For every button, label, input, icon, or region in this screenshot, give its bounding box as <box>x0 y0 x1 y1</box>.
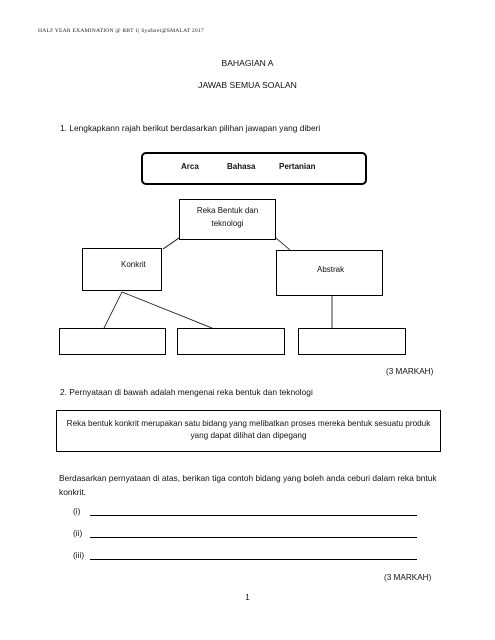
node-konkrit-label: Konkrit <box>121 260 146 269</box>
q2-marks: (3 MARKAH) <box>384 573 432 582</box>
node-konkrit <box>82 248 162 291</box>
question-2: 2. Pernyataan di bawah adalah mengenai reka bentuk dan teknologi <box>60 387 313 397</box>
root-node-line-2: teknologi <box>211 219 244 228</box>
answer-box-1[interactable] <box>59 328 166 355</box>
page-number: 1 <box>245 593 250 602</box>
statement-line-2: yang dapat dilihat dan dipegang <box>190 431 307 440</box>
prompt-line-1: Berdasarkan pernyataan di atas, berikan tiga contoh bidang yang boleh anda ceburi dalam reka bntuk <box>59 473 437 483</box>
q1-marks: (3 MARKAH) <box>386 367 434 376</box>
choice-1: Arca <box>181 162 199 171</box>
statement-line-1: Reka bentuk konkrit merupakan satu bidang yang melibatkan proses mereka bentuk sesuatu produk <box>66 419 431 428</box>
section-title: BAHAGIAN A <box>221 58 274 68</box>
root-node <box>179 199 276 240</box>
answer-label-ii: (ii) <box>73 528 83 538</box>
node-abstrak-label: Abstrak <box>317 265 345 274</box>
answer-box-2[interactable] <box>177 328 285 355</box>
answer-line-iii[interactable] <box>90 559 417 560</box>
root-node-line-1: Reka Bentuk dan <box>196 206 259 215</box>
answer-label-i: (i) <box>73 506 81 516</box>
answer-line-ii[interactable] <box>90 537 417 538</box>
node-abstrak <box>276 250 383 296</box>
choice-3: Pertanian <box>279 162 316 171</box>
choice-2: Bahasa <box>227 162 256 171</box>
statement-box <box>56 410 441 452</box>
answer-label-iii: (iii) <box>73 550 85 560</box>
exam-header: HALF YEAR EXAMINATION @ RBT 1| Syafarei@SMALAT 2017 <box>38 28 204 34</box>
answer-box-3[interactable] <box>298 328 406 355</box>
prompt-line-2: konkrit. <box>59 487 86 497</box>
answer-line-i[interactable] <box>90 515 417 516</box>
question-1: 1. Lengkapkann rajah berikut berdasarkan pilihan jawapan yang diberi <box>60 123 321 133</box>
instruction: JAWAB SEMUA SOALAN <box>198 80 297 90</box>
